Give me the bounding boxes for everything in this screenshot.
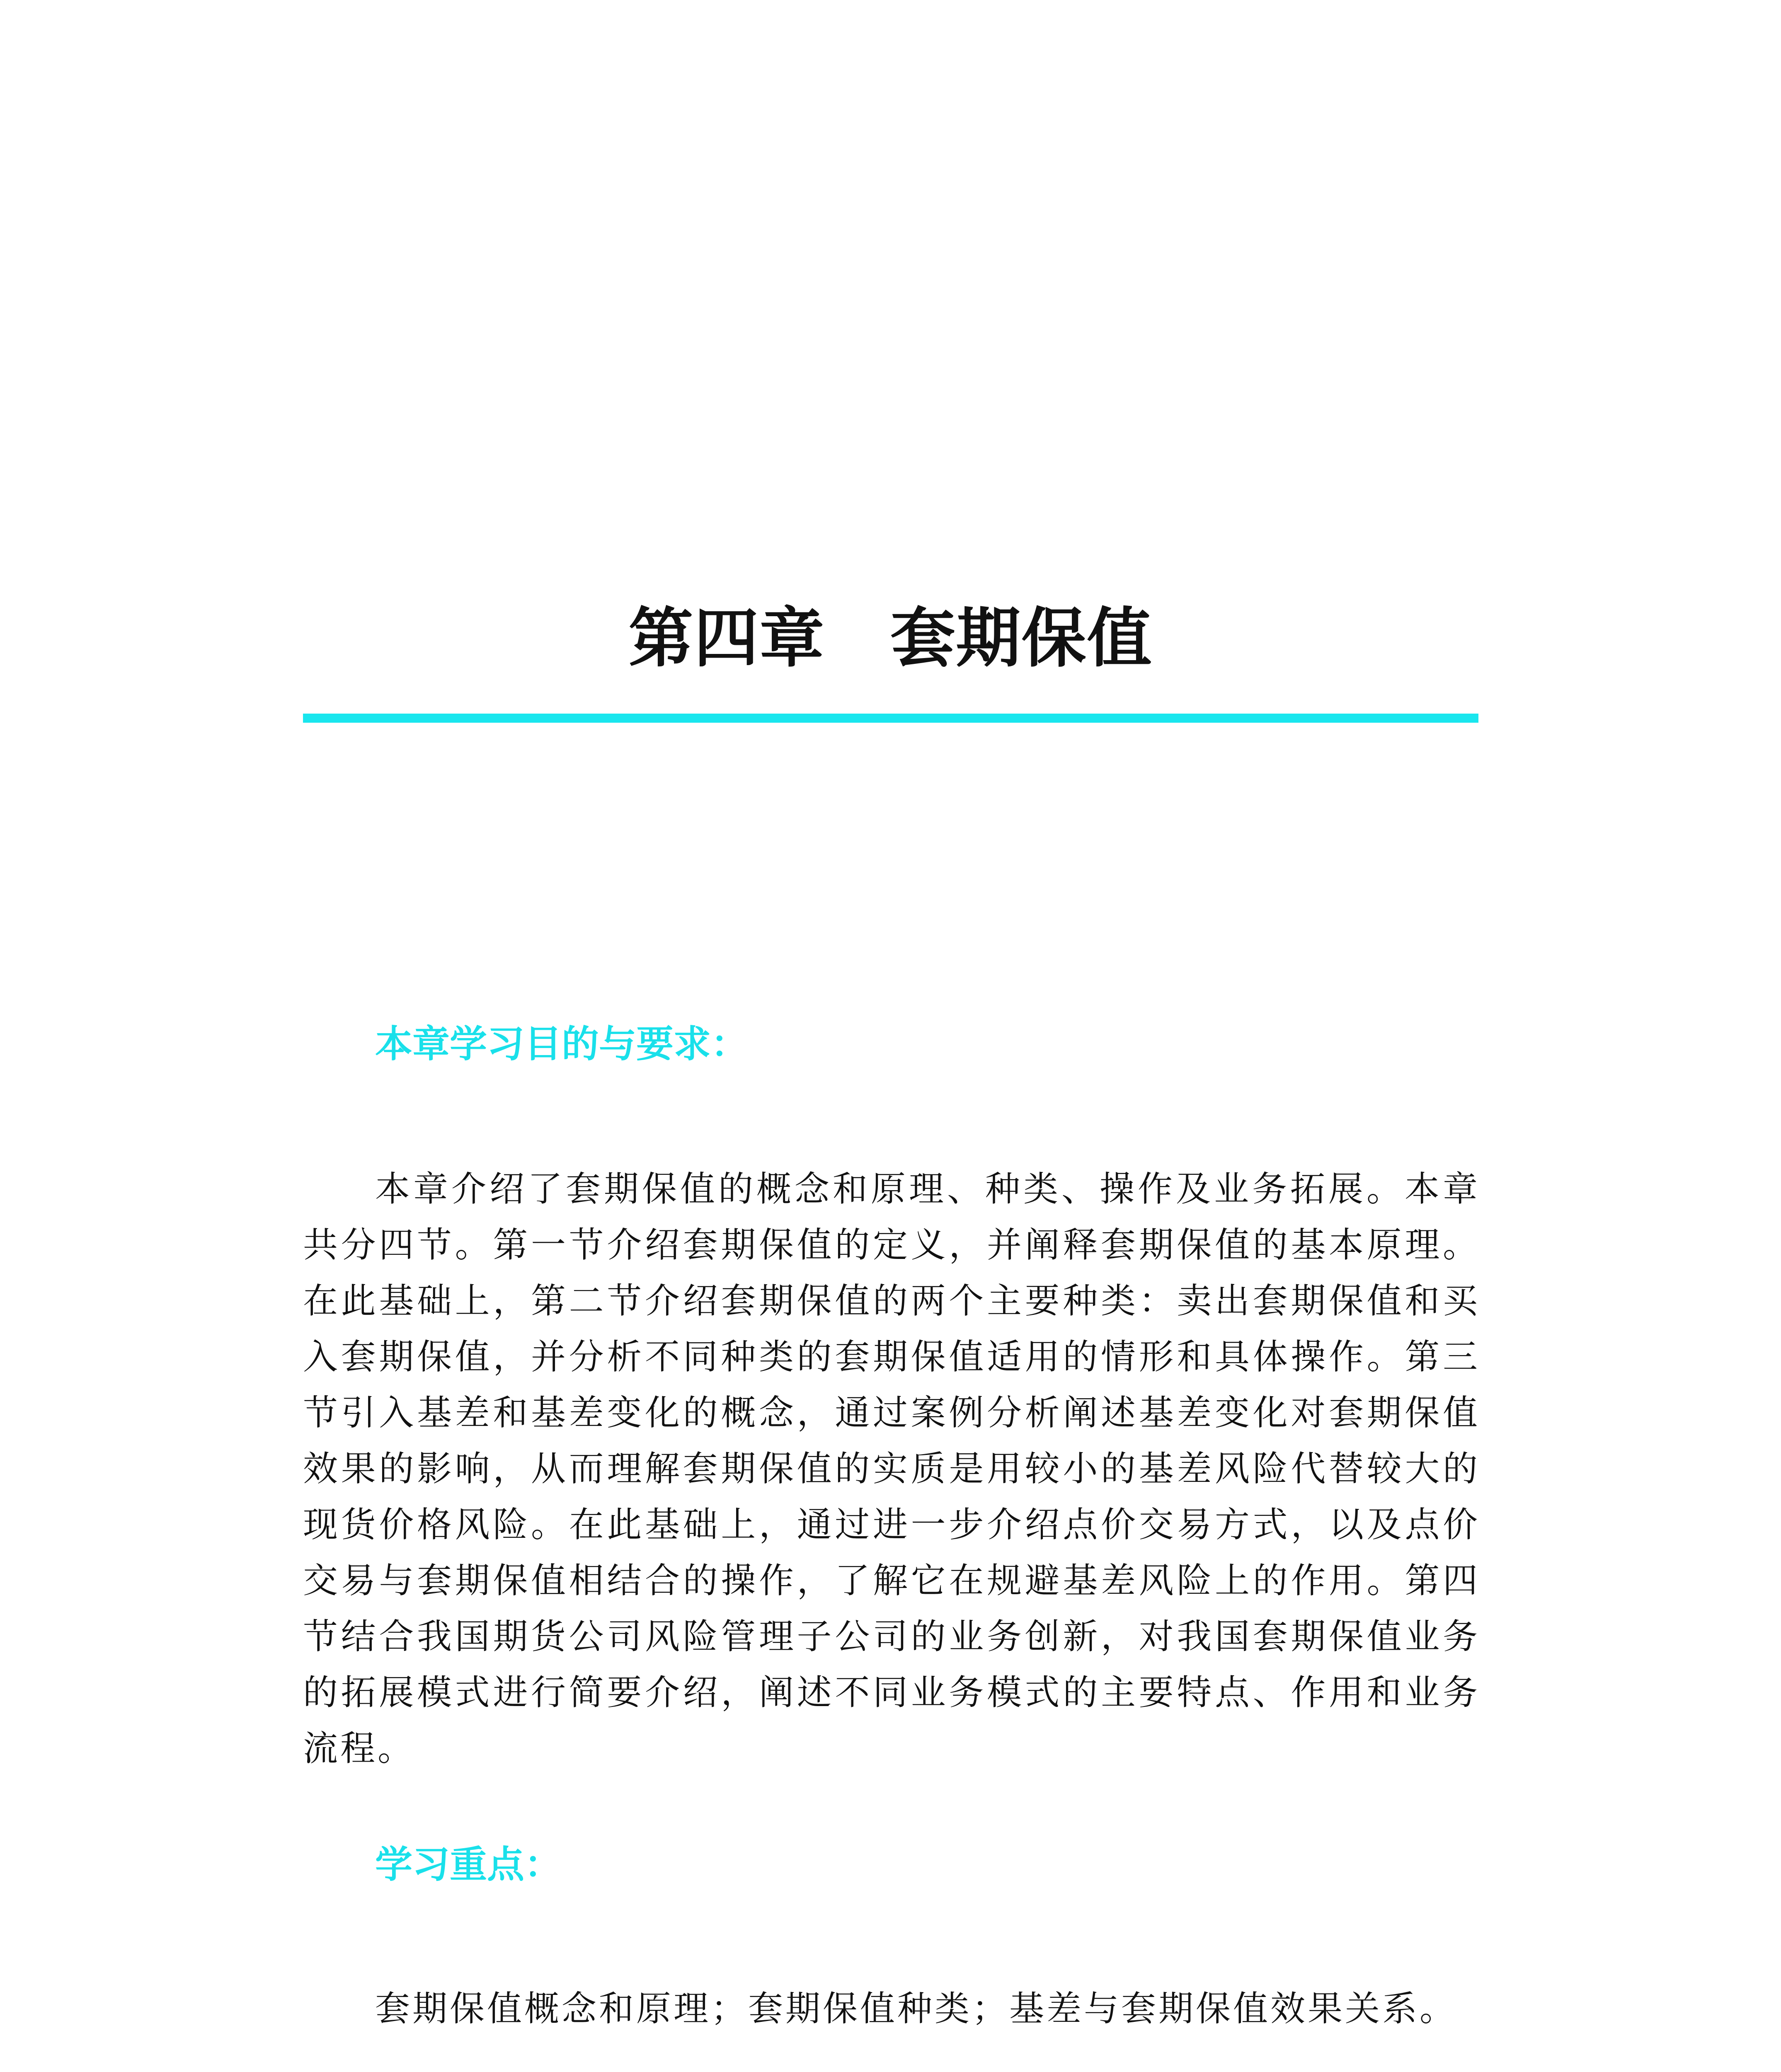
objectives-paragraph: 本章介绍了套期保值的概念和原理、种类、操作及业务拓展。本章共分四节。第一节介绍套期保值的定义，并阐释套期保值的基本原理。在此基础上，第二节介绍套期保值的两个主要种类：卖出套期保值和买入套期保值，并分析不同种类的套期保值适用的情形和具体操作。第三节引入基差和基差变化的概念，通过案例分析阐述基差变化对套期保值效果的影响，从而理解套期保值的实质是用较小的基差风险代替较大的现货价格风险。在此基础上，通过进一步介绍点价交易方式，以及点价交易与套期保值相结合的操作，了解它在规避基差风险上的作用。第四节结合我国期货公司风险管理子公司的业务创新，对我国套期保值业务的拓展模式进行简要介绍，阐述不同业务模式的主要特点、作用和业务流程。 [303,1169,1480,1769]
objectives-heading: 本章学习目的与要求： [375,1022,748,1066]
title-underline [303,714,1478,723]
key-points-heading: 学习重点： [375,1843,562,1886]
key-points-paragraph: 套期保值概念和原理；套期保值种类；基差与套期保值效果关系。 [375,1988,1457,2029]
chapter-title: 第四章 套期保值 [628,600,1153,676]
